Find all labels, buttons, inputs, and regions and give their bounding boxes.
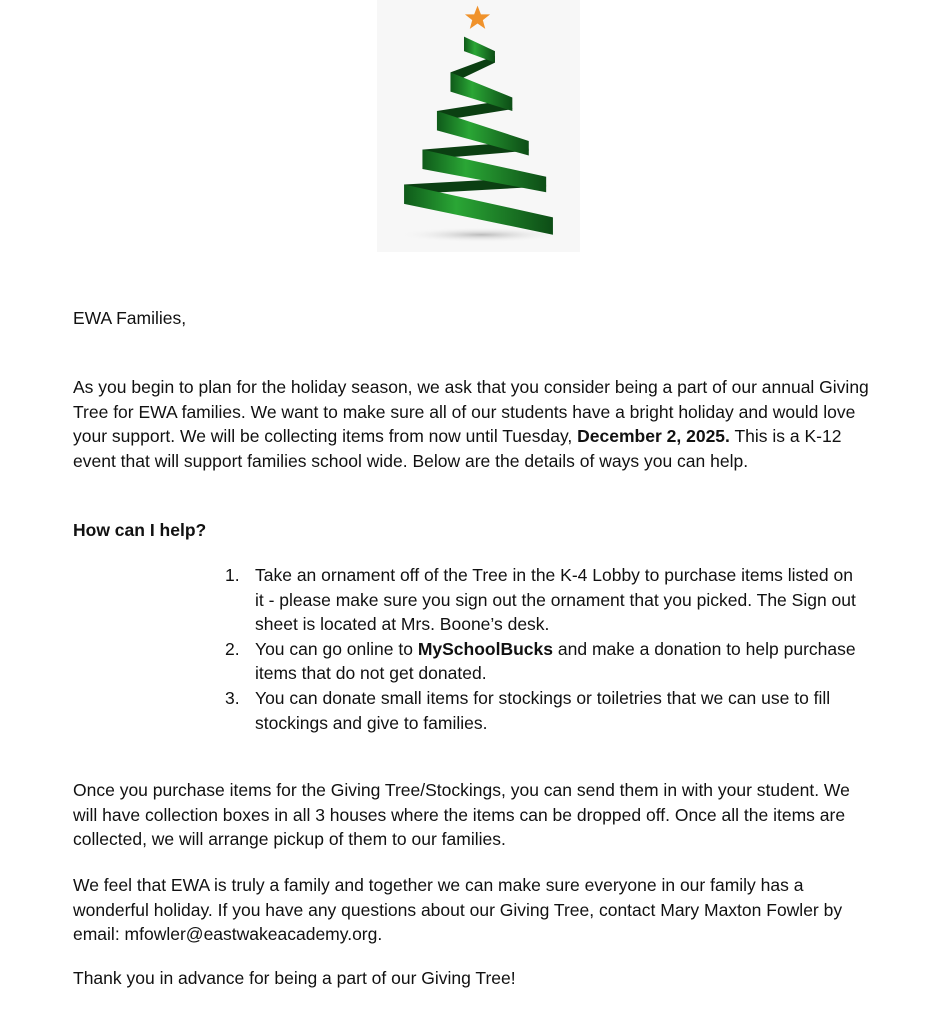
how-heading: How can I help? — [73, 520, 207, 540]
contact-paragraph: We feel that EWA is truly a family and together we can make sure everyone in our family has a wonderful holiday. If you have any questions about our Giving Tree, contact Mary Maxton Fowler by email: mfowler@eastwakeacademy.org. — [73, 875, 843, 945]
list-number: 1. — [225, 565, 240, 585]
closing-line: Thank you in advance for being a part of our Giving Tree! — [73, 968, 516, 988]
intro-text-end: This is a K-12 event that will support families school wide. Below are the details of ways you can help. — [73, 426, 842, 471]
greeting: EWA Families, — [73, 308, 187, 328]
list-text: and make a donation to help purchase items that do not get donated. — [255, 638, 856, 684]
list-text: You can go online to — [255, 638, 418, 659]
star-icon — [465, 6, 490, 29]
collection-paragraph: Once you purchase items for the Giving Tree/Stockings, you can send them in with your student. We will have collection boxes in all 3 houses where the items can be dropped off. Once all the items are collected, we will arrange pickup of them to our families. — [73, 780, 850, 850]
list-number: 2. — [225, 638, 240, 659]
help-list — [225, 563, 865, 735]
list-item — [225, 686, 865, 735]
list-number: 3. — [225, 687, 240, 708]
myschoolbucks-text: MySchoolBucks — [417, 638, 554, 659]
deadline-date: December 2, 2025. — [577, 426, 730, 447]
list-item — [225, 637, 865, 686]
christmas-tree-image — [377, 0, 580, 252]
list-text: Take an ornament off of the Tree in the K-4 Lobby to purchase items listed on it - please make sure you sign out the ornament that you picked. The Sign out sheet is located at Mrs. Boone’s desk. — [255, 565, 856, 635]
intro-text: As you begin to plan for the holiday season, we ask that you consider being a part of our annual Giving Tree for EWA families. We want to make sure all of our students have a bright holiday and would love your support. We will be collecting items from now until Tuesday, — [73, 377, 869, 447]
intro-paragraph — [73, 375, 873, 473]
list-item — [225, 563, 865, 637]
list-text: You can donate small items for stockings or toiletries that we can use to fill stockings and give to families. — [255, 687, 831, 733]
